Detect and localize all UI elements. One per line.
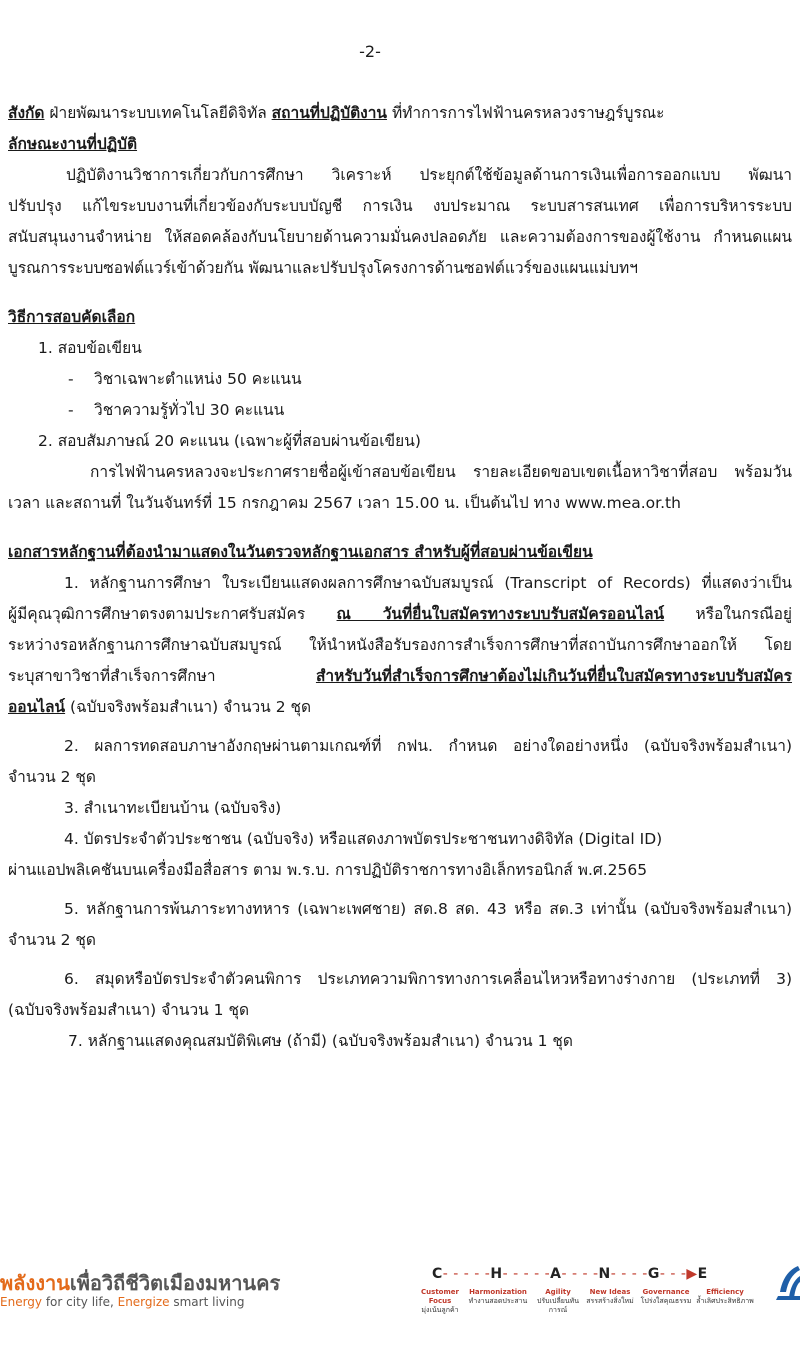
selection-heading: วิธีการสอบคัดเลือก <box>8 308 136 326</box>
affiliation-value: ฝ่ายพัฒนาระบบเทคโนโลยีดิจิทัล <box>44 104 272 122</box>
change-values-banner <box>410 1266 760 1326</box>
document-item: ผู้มีคุณวุฒิการศึกษาตรงตามประกาศรับสมัคร ณ วันที่ยื่นใบสมัครทางระบบรับสมัครออนไลน์ หรือในกรณีอยู่ <box>8 605 792 623</box>
job-nature-heading: ลักษณะงานที่ปฏิบัติ <box>8 135 138 153</box>
job-nature-line: บูรณการระบบซอฟต์แวร์เข้าด้วยกัน พัฒนาและปรับปรุงโครงการด้านซอฟต์แวร์ของแผนแม่บทฯ <box>8 259 638 277</box>
document-item: 1. หลักฐานการศึกษา ใบระเบียนแสดงผลการศึกษาฉบับสมบูรณ์ (Transcript of Records) ที่แสดงว่าเป็น <box>64 574 792 592</box>
document-item: ระหว่างรอหลักฐานการศึกษาฉบับสมบูรณ์ ให้นำหนังสือรับรองการสำเร็จการศึกษาที่สถาบันการศึกษาออกให้ โดย <box>8 636 792 654</box>
affiliation-line <box>8 98 792 129</box>
document-item: 4. บัตรประจำตัวประชาชน (ฉบับจริง) หรือแสดงภาพบัตรประชาชนทางดิจิทัล (Digital ID) <box>64 830 663 848</box>
document-item: 7. หลักฐานแสดงคุณสมบัติพิเศษ (ถ้ามี) (ฉบับจริงพร้อมสำเนา) จำนวน 1 ชุด <box>68 1032 573 1050</box>
document-item: 6. สมุดหรือบัตรประจำตัวคนพิการ ประเภทความพิการทางการเคลื่อนไหวหรือทางร่างกาย (ประเภทที่ 3) <box>64 970 792 988</box>
slogan-thai: พลังงานเพื่อวิถีชีวิตเมืองมหานคร <box>0 1271 281 1295</box>
workplace-label: สถานที่ปฏิบัติงาน <box>271 104 388 122</box>
value-customer-focus: Customer Focus มุ่งเน้นลูกค้า <box>421 1288 459 1314</box>
change-letters: C- - - - -H- - - - -A- - - -N- - - -G- - -▶E <box>432 1266 708 1282</box>
document-item: 5. หลักฐานการพ้นภาระทางทหาร (เฉพาะเพศชาย) สด.8 สด. 43 หรือ สด.3 เท่านั้น (ฉบับจริงพร้อมสำเนา) <box>64 900 792 918</box>
selection-item-1: 1. สอบข้อเขียน <box>38 339 142 357</box>
document-item: ผ่านแอปพลิเคชันบนเครื่องมือสื่อสาร ตาม พ.ร.บ. การปฏิบัติราชการทางอิเล็กทรอนิกส์ พ.ศ.2565 <box>8 861 648 879</box>
document-body <box>8 98 792 1057</box>
page-footer <box>0 1262 800 1332</box>
affiliation-label: สังกัด <box>8 104 45 122</box>
slogan-english: Energy for city life, Energize smart living <box>0 1295 245 1309</box>
job-nature-line: สนับสนุนงานจำหน่าย ให้สอดคล้องกับนโยบายด้านความมั่นคงปลอดภัย และความต้องการของผู้ใช้งาน กำหนดแผน <box>8 228 792 246</box>
document-item: จำนวน 2 ชุด <box>8 931 96 949</box>
document-item: 2. ผลการทดสอบภาษาอังกฤษผ่านตามเกณฑ์ที่ กฟน. กำหนด อย่างใดอย่างหนึ่ง (ฉบับจริงพร้อมสำเนา) <box>64 737 792 755</box>
value-harmonization: Harmonization ทำงานสอดประสาน <box>468 1288 528 1305</box>
announcement-line: เวลา และสถานที่ ในวันจันทร์ที่ 15 กรกฎาคม 2567 เวลา 15.00 น. เป็นต้นไป ทาง www.mea.or.th <box>8 494 681 512</box>
value-new-ideas: New Ideas สรรสร้างสิ่งใหม่ <box>586 1288 634 1305</box>
value-efficiency: Efficiency ล้ำเลิศประสิทธิภาพ <box>696 1288 754 1305</box>
documents-heading: เอกสารหลักฐานที่ต้องนำมาแสดงในวันตรวจหลักฐานเอกสาร สำหรับผู้ที่สอบผ่านข้อเขียน <box>8 543 593 561</box>
job-nature-line: ปรับปรุง แก้ไขระบบงานที่เกี่ยวข้องกับระบบบัญชี การเงิน งบประมาณ ระบบสารสนเทศ เพื่อการบริหารระบบ <box>8 197 792 215</box>
value-governance: Governance โปร่งใสคุณธรรม <box>640 1288 692 1305</box>
value-agility: Agility ปรับเปลี่ยนทันการณ์ <box>536 1288 580 1314</box>
document-item: จำนวน 2 ชุด <box>8 768 96 786</box>
selection-sub-item: - วิชาความรู้ทั่วไป 30 คะแนน <box>68 401 285 419</box>
workplace-value: ที่ทำการการไฟฟ้านครหลวงราษฎร์บูรณะ <box>387 104 665 122</box>
selection-sub-item: - วิชาเฉพาะตำแหน่ง 50 คะแนน <box>68 370 302 388</box>
document-item: 3. สำเนาทะเบียนบ้าน (ฉบับจริง) <box>64 799 282 817</box>
selection-item-2: 2. สอบสัมภาษณ์ 20 คะแนน (เฉพาะผู้ที่สอบผ่านข้อเขียน) <box>38 432 421 450</box>
document-item: ออนไลน์ (ฉบับจริงพร้อมสำเนา) จำนวน 2 ชุด <box>8 698 312 716</box>
document-item: ระบุสาขาวิชาที่สำเร็จการศึกษา สำหรับวันที่สำเร็จการศึกษาต้องไม่เกินวันที่ยื่นใบสมัครทางระบบรับสมัคร <box>8 667 792 685</box>
announcement-line: การไฟฟ้านครหลวงจะประกาศรายชื่อผู้เข้าสอบข้อเขียน รายละเอียดขอบเขตเนื้อหาวิชาที่สอบ พร้อมวัน <box>90 463 792 481</box>
arrow-icon: ▶ <box>686 1266 698 1282</box>
page-number: -2- <box>359 42 381 61</box>
mea-logo-icon <box>770 1262 800 1312</box>
document-item: (ฉบับจริงพร้อมสำเนา) จำนวน 1 ชุด <box>8 1001 250 1019</box>
job-nature-line: ปฏิบัติงานวิชาการเกี่ยวกับการศึกษา วิเคราะห์ ประยุกต์ใช้ข้อมูลด้านการเงินเพื่อการออกแบบ พัฒนา <box>66 166 792 184</box>
